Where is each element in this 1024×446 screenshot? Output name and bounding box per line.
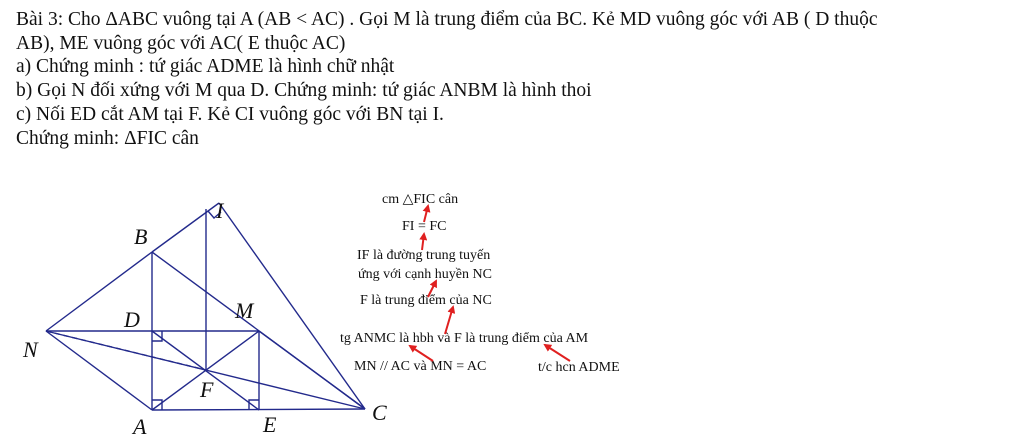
problem-part-b: b) Gọi N đối xứng với M qua D. Chứng minh: tứ giác ANBM là hình thoi	[16, 80, 592, 101]
point-label-m: M	[235, 298, 254, 323]
analysis-step-2: FI = FC	[402, 219, 447, 234]
analysis-step-5: tg ANMC là hbh và F là trung điểm của AM	[340, 331, 589, 346]
point-label-d: D	[124, 307, 140, 332]
problem-line-2: AB), ME vuông góc với AC( E thuộc AC)	[16, 32, 346, 54]
arrow-step6b-to-step5	[545, 345, 570, 361]
point-label-n: N	[23, 337, 38, 362]
analysis-step-4: F là trung điểm của NC	[360, 293, 492, 308]
point-label-b: B	[134, 224, 148, 249]
point-label-e: E	[263, 412, 277, 437]
analysis-step-6a: MN // AC và MN = AC	[354, 359, 487, 374]
problem-part-c-goal: Chứng minh: ΔFIC cân	[16, 128, 199, 149]
analysis-step-6b: t/c hcn ADME	[538, 360, 620, 375]
segment-na	[46, 331, 152, 410]
problem-line-1: Bài 3: Cho ΔABC vuông tại A (AB < AC) . Gọi M là trung điểm của BC. Kẻ MD vuông góc với AB ( D thuộc	[16, 9, 878, 30]
analysis-step-1: cm △FIC cân	[382, 192, 459, 207]
point-label-a: A	[133, 414, 147, 439]
segment-bi	[152, 203, 219, 252]
problem-part-a: a) Chứng minh : tứ giác ADME là hình chữ nhật	[16, 56, 395, 77]
problem-part-c: c) Nối ED cắt AM tại F. Kẻ CI vuông góc với BN tại I.	[16, 104, 444, 125]
point-label-i: I	[216, 198, 224, 223]
point-label-c: C	[372, 400, 387, 425]
point-label-f: F	[200, 377, 214, 402]
arrow-step5-to-step4	[445, 307, 453, 334]
analysis-step-3b: ứng với cạnh huyền NC	[358, 267, 492, 282]
analysis-step-3a: IF là đường trung tuyến	[357, 248, 491, 263]
